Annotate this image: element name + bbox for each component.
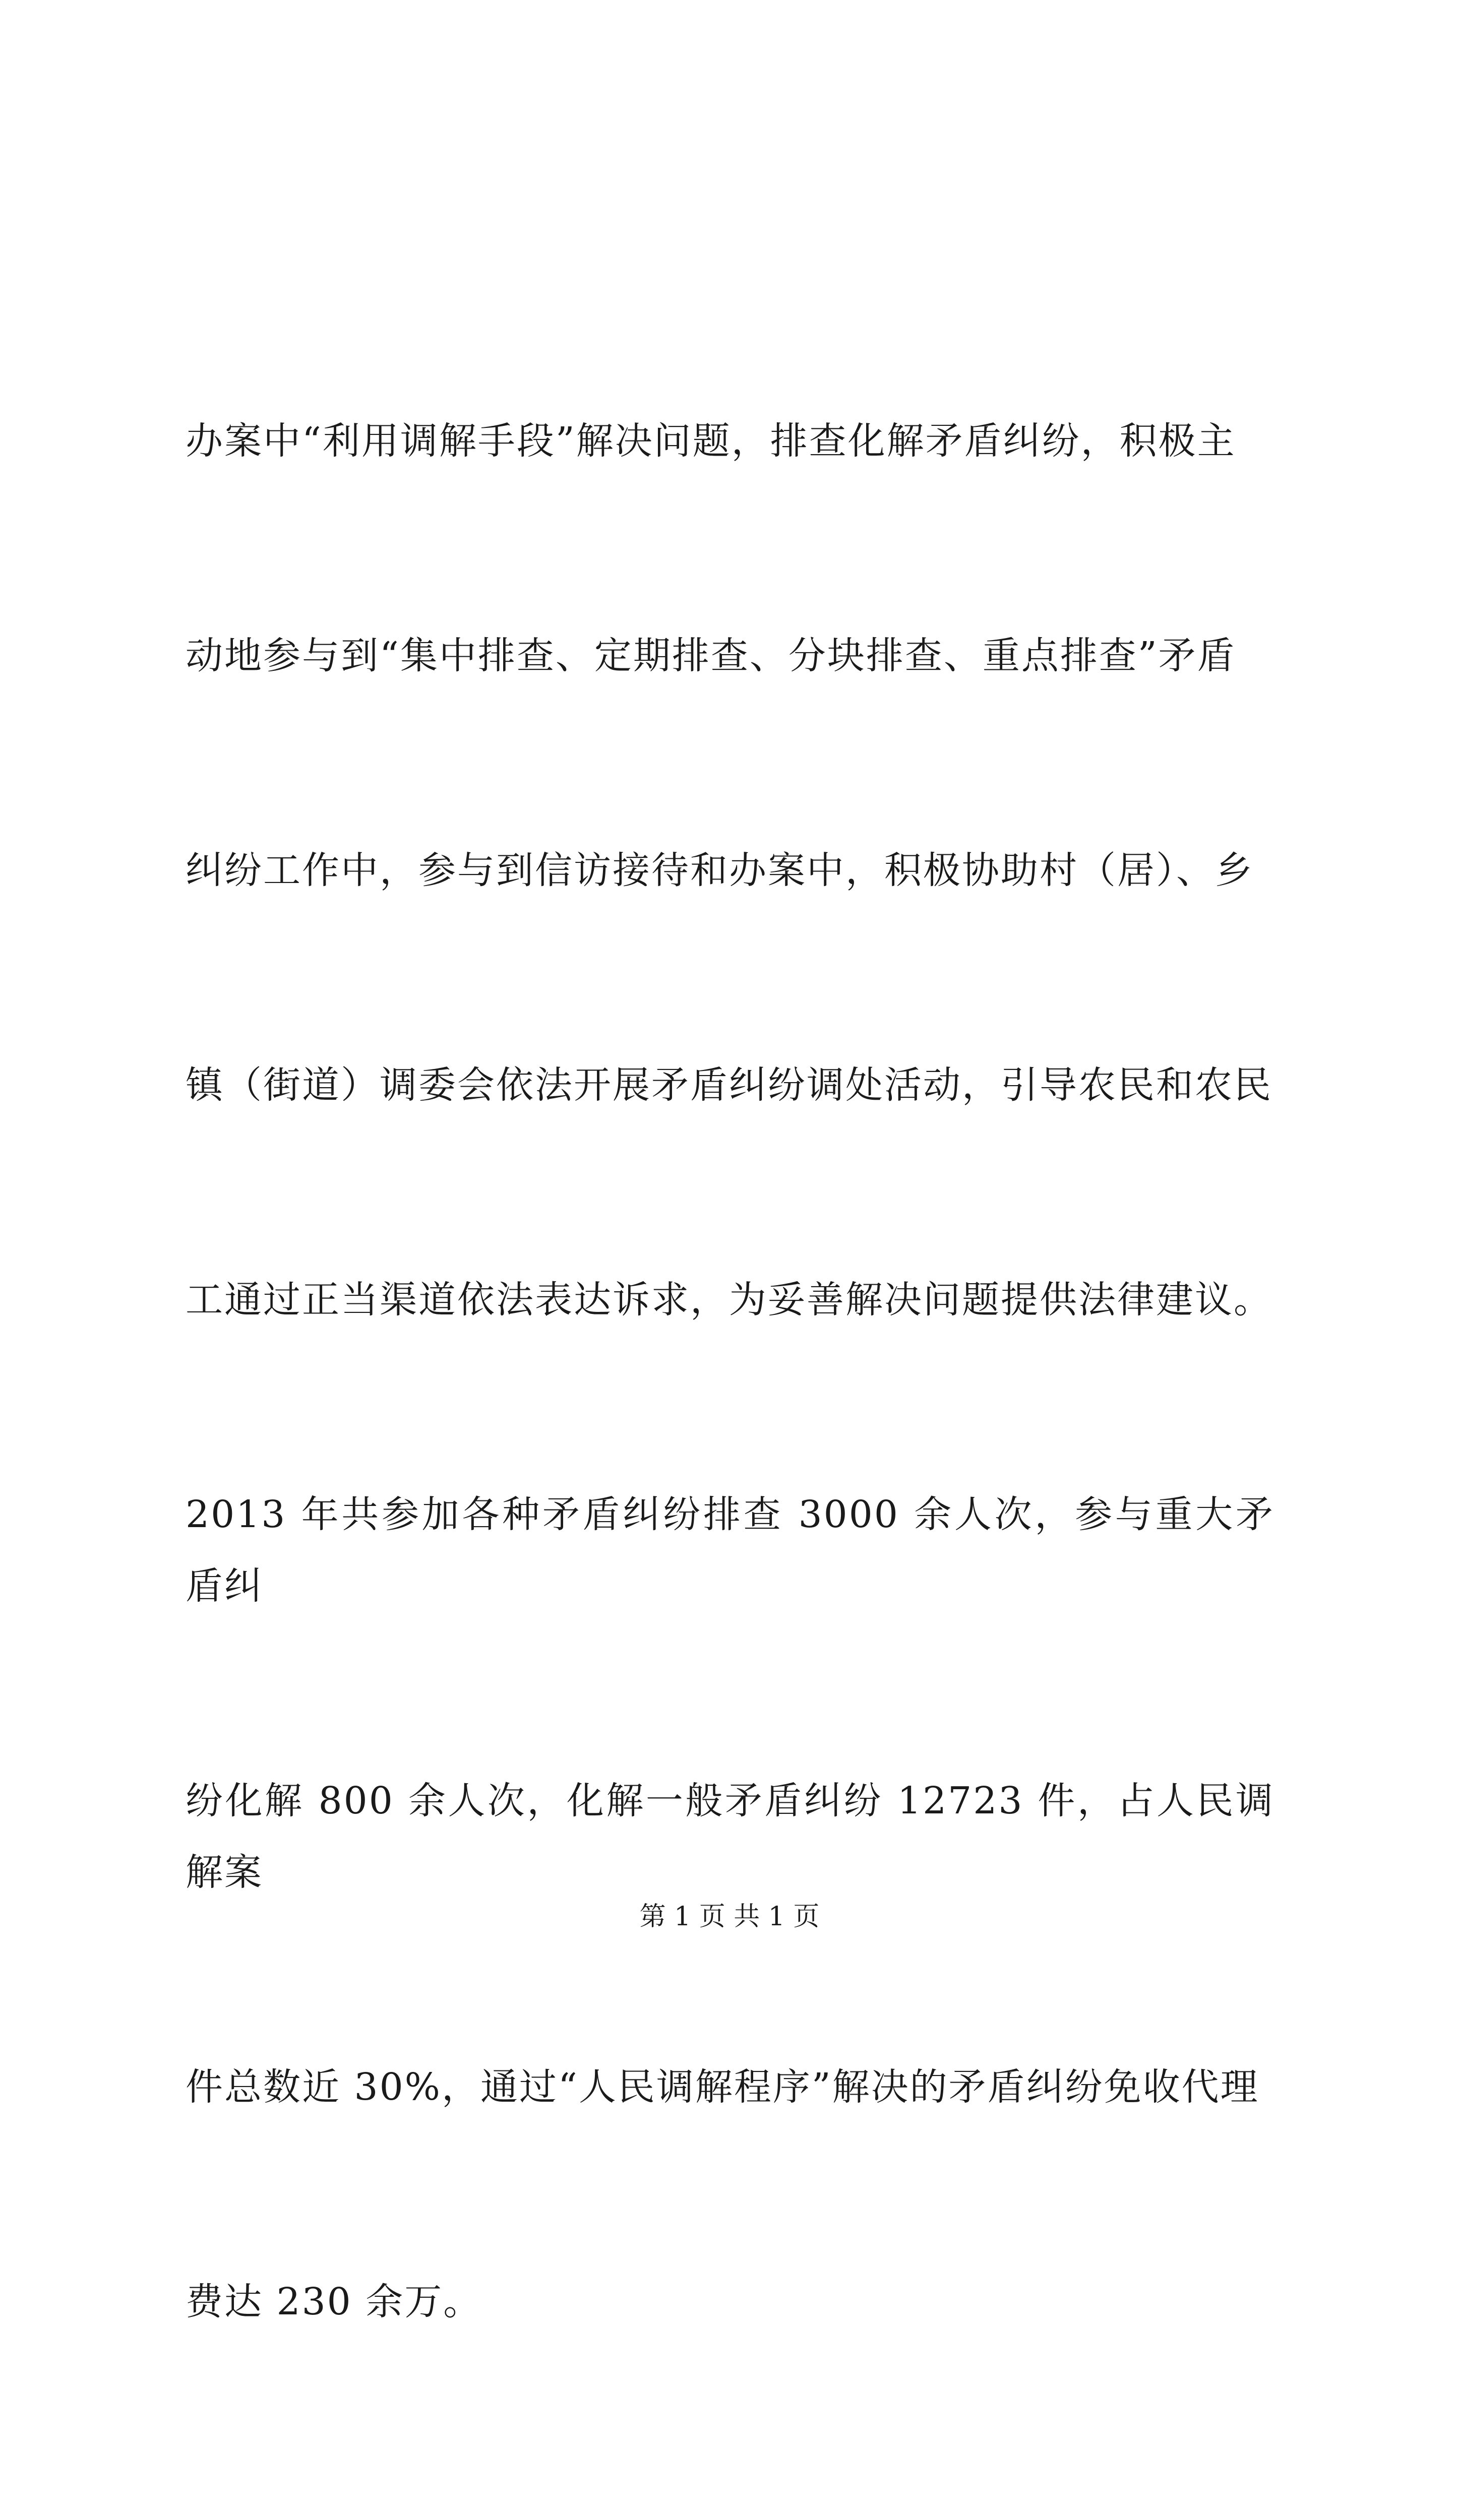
document-body bbox=[186, 262, 1274, 2520]
text-line: 纠纷工作中，参与到信访接待和办案中，积极协助村（居）、乡 bbox=[186, 849, 1254, 892]
text-line: 动地参与到“集中排查、定期排查、分块排查、重点排查”矛盾 bbox=[186, 634, 1236, 677]
text-line: 工通过正当渠道依法表达诉求，为妥善解决问题提供法律建议。 bbox=[186, 1278, 1272, 1321]
text-line: 2013 年共参加各种矛盾纠纷排查 3000 余人次，参与重大矛盾纠 bbox=[186, 1493, 1274, 1608]
text-line: 办案中“利用调解手段”解决问题，排查化解矛盾纠纷，积极主 bbox=[186, 419, 1236, 463]
text-line: 费达 230 余万。 bbox=[186, 2280, 482, 2323]
text-line: 镇（街道）调委会依法开展矛盾纠纷调处活动，引导农民和农民 bbox=[186, 1063, 1272, 1107]
paragraph-dispute-resolution bbox=[186, 262, 1274, 2481]
text-line: 纷化解 800 余人次，化解一般矛盾纠纷 12723 件，占人民调解案 bbox=[186, 1779, 1274, 1894]
text-line: 件总数近 30%，通过“人民调解程序”解决的矛盾纠纷免收代理 bbox=[186, 2065, 1259, 2109]
page-number-footer: 第 1 页 共 1 页 bbox=[639, 1902, 820, 1932]
section-heading-four bbox=[186, 2481, 1274, 2520]
